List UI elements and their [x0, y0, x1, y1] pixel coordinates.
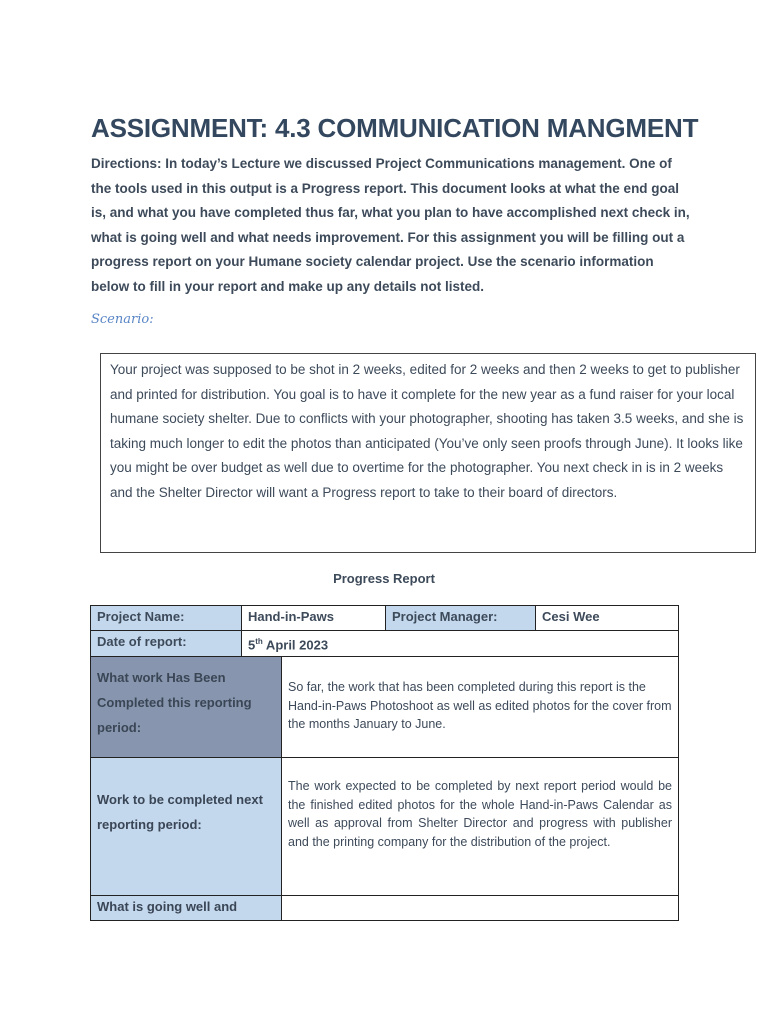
table-row — [91, 758, 679, 896]
scenario-box: Your project was supposed to be shot in 2 weeks, edited for 2 weeks and then 2 weeks to get to publisher and printed for distribution. You goal is to have it complete for the new year as a fund raiser for your local humane society shelter. Due to conflicts with your photographer, shooting has taken 3.5 weeks, and she is taking much longer to edit the photos than anticipated (You’ve only seen proofs through June). It looks like you might be over budget as well due to overtime for the photographer. You next check in is in 2 weeks and the Shelter Director will want a Progress report to take to their board of directors. — [100, 353, 756, 553]
page-title: ASSIGNMENT: 4.3 COMMUNICATION MANGMENT — [91, 113, 699, 143]
next-period-label: Work to be completed next reporting period: — [91, 758, 282, 896]
project-manager-value: Cesi Wee — [536, 606, 679, 631]
progress-report-table — [90, 605, 679, 921]
going-well-value[interactable] — [282, 896, 679, 921]
table-row — [91, 631, 679, 657]
completed-label: What work Has Been Completed this reporting period: — [91, 657, 282, 758]
date-day: 5 — [248, 637, 256, 653]
table-row — [91, 657, 679, 758]
table-row — [91, 896, 679, 921]
project-manager-label: Project Manager: — [386, 606, 536, 631]
date-suffix: th — [255, 637, 263, 646]
going-well-label: What is going well and — [91, 896, 282, 921]
project-name-value: Hand-in-Paws — [242, 606, 386, 631]
date-label: Date of report: — [91, 631, 242, 657]
scenario-label: Scenario: — [91, 312, 154, 327]
date-value — [242, 631, 679, 657]
directions-text: Directions: In today’s Lecture we discussed Project Communications management. One of the tools used in this output is a Progress report. This document looks at what the end goal is, and what you have completed thus far, what you plan to have accomplished next check in, what is going well and what needs improvement. For this assignment you will be filling out a progress report on your Humane society calendar project. Use the scenario information below to fill in your report and make up any details not listed. — [91, 156, 690, 294]
completed-value: So far, the work that has been completed during this report is the Hand-in-Paws Photoshoot as well as edited photos for the cover from the months January to June. — [282, 657, 679, 758]
next-period-value: The work expected to be completed by next report period would be the finished edited photos for the whole Hand-in-Paws Calendar as well as approval from Shelter Director and progress with publisher and the printing company for the distribution of the project. — [282, 758, 679, 896]
project-name-label: Project Name: — [91, 606, 242, 631]
date-rest: April 2023 — [262, 637, 329, 653]
report-title: Progress Report — [333, 571, 435, 586]
table-row — [91, 606, 679, 631]
